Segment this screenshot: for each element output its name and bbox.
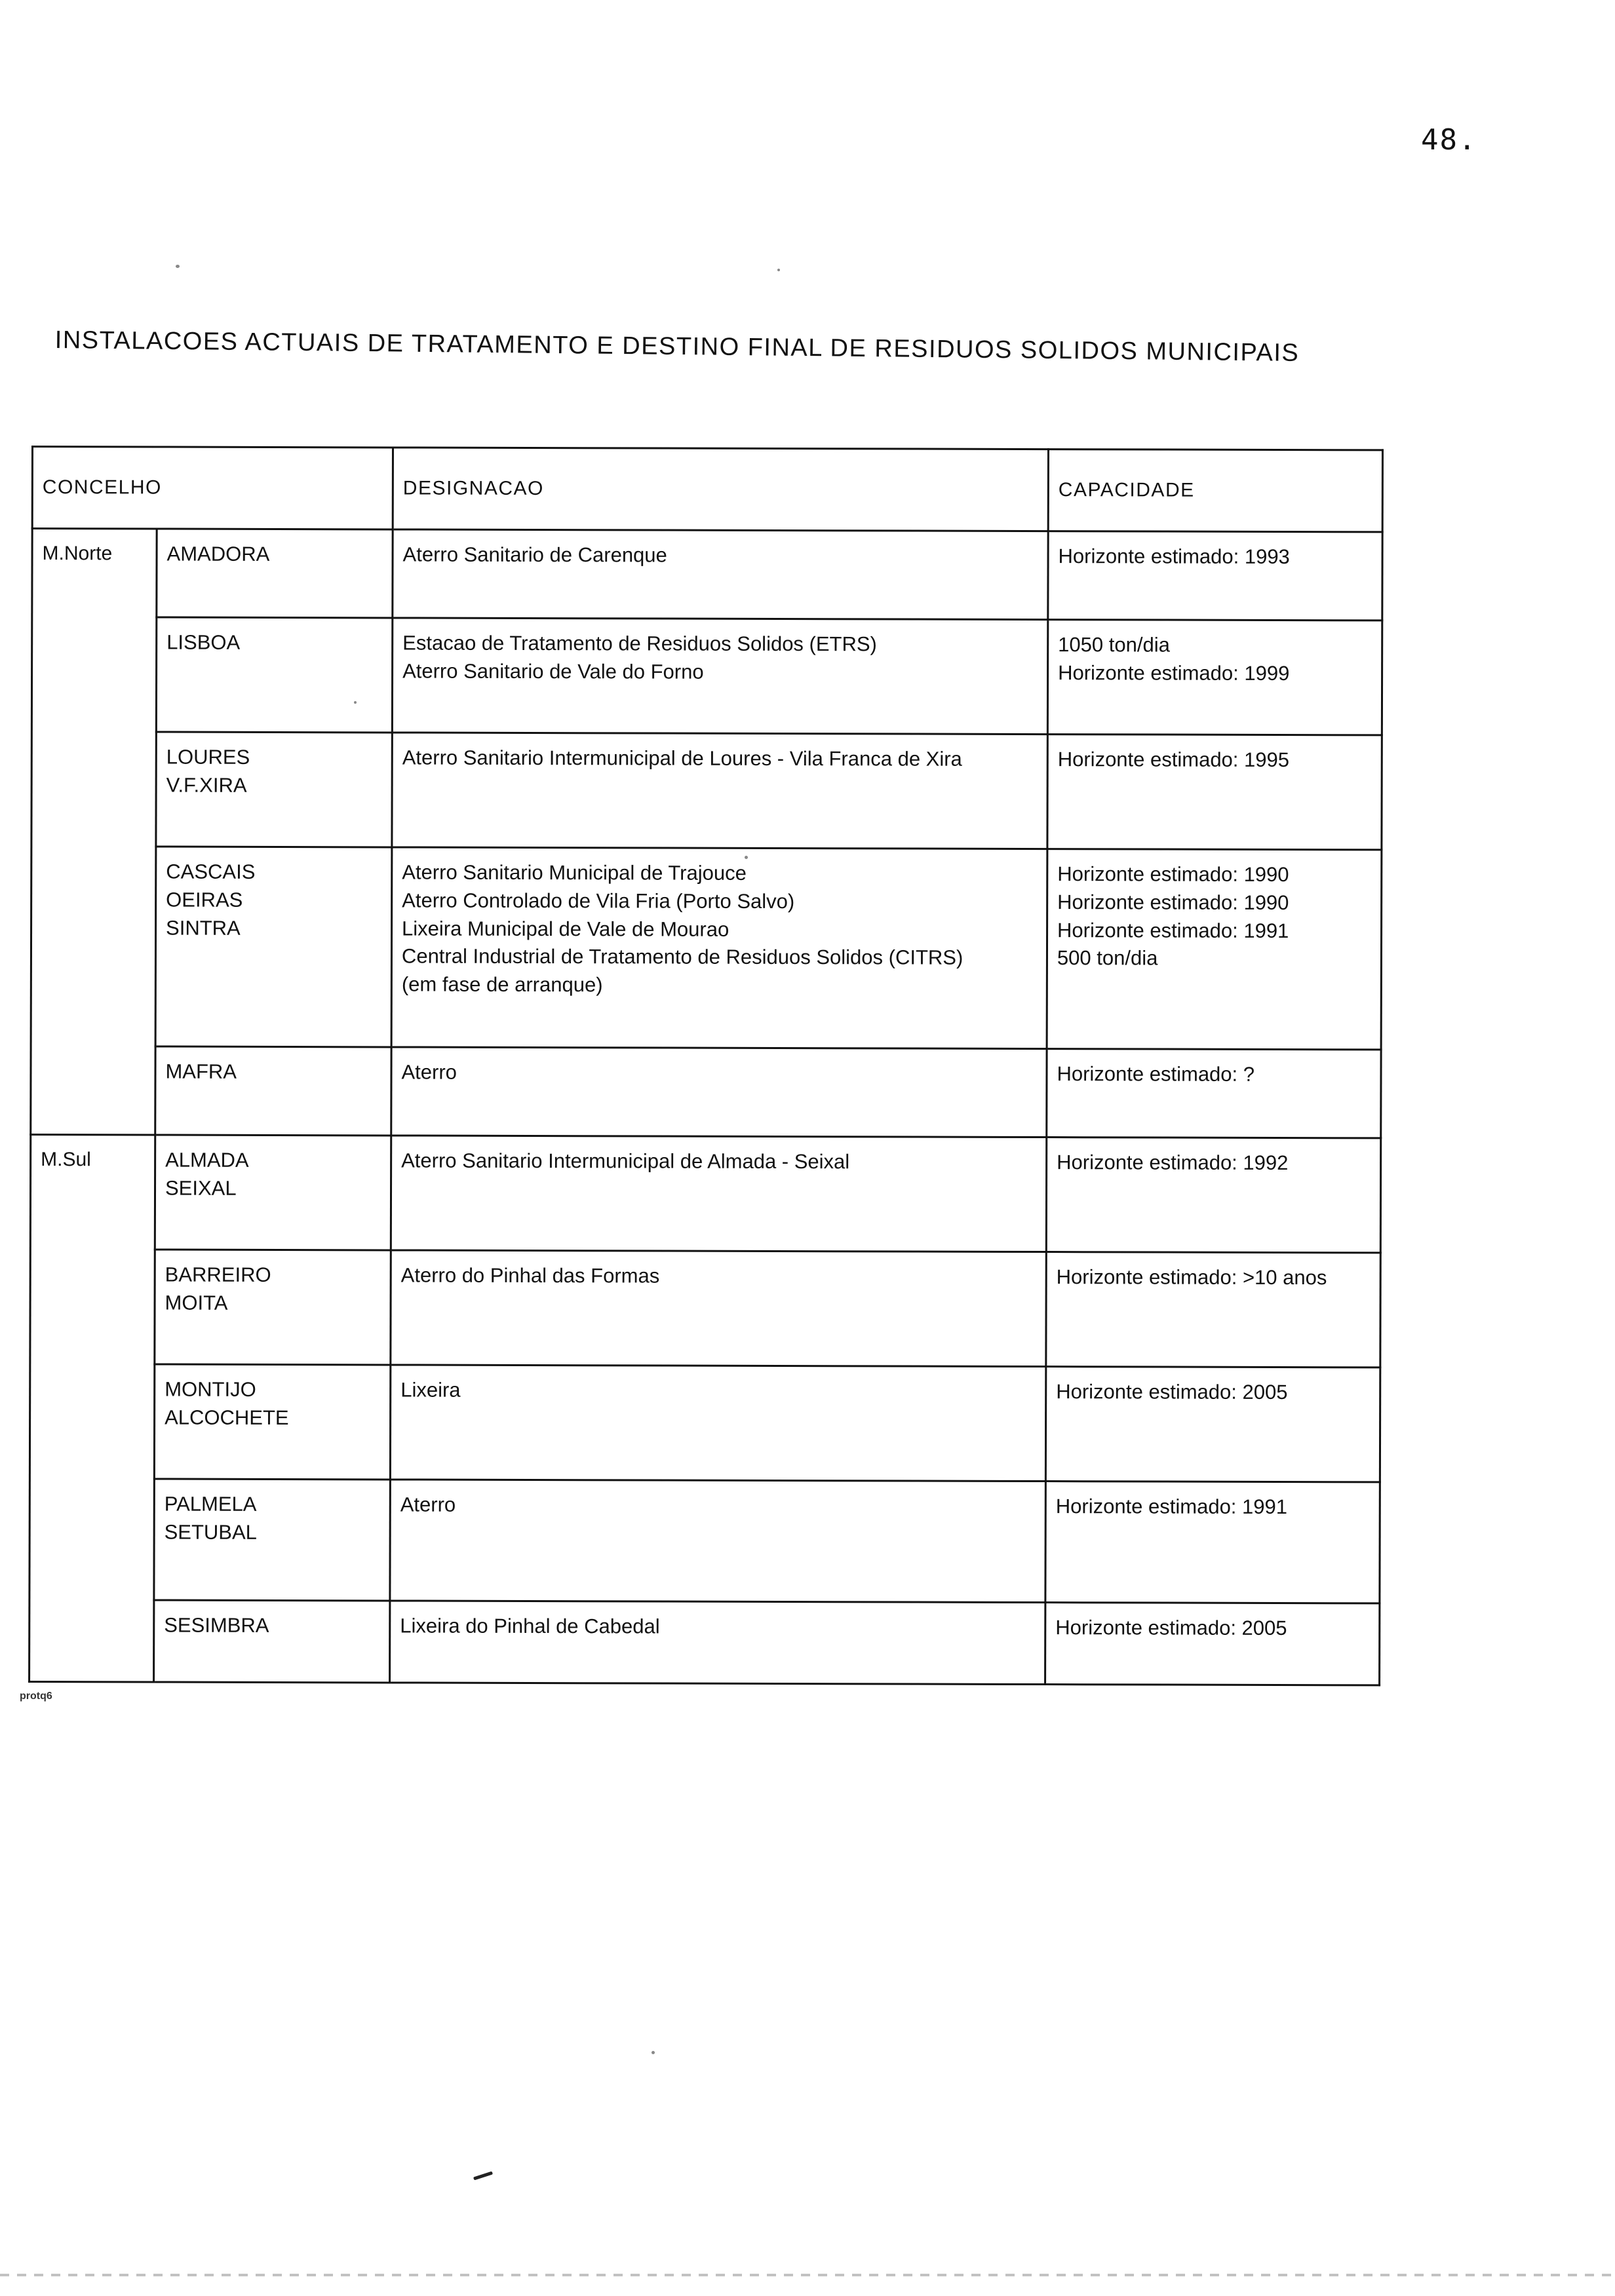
capacidade-line: Horizonte estimado: 1995: [1057, 748, 1290, 772]
capacidade-line: Horizonte estimado: 1999: [1058, 660, 1290, 685]
concelho-cell: [155, 1135, 391, 1250]
designacao-cell: [390, 1480, 1045, 1603]
designacao-cell: [391, 1136, 1046, 1252]
designacao-line: Aterro Sanitario de Carenque: [402, 543, 667, 567]
concelho-name: V.F.XIRA: [166, 773, 247, 797]
designacao-cell: [392, 733, 1047, 849]
region-label-sul: M.Sul: [29, 1135, 155, 1682]
facilities-table: [28, 446, 1384, 1686]
concelho-name: ALMADA: [165, 1148, 249, 1172]
capacidade-line: Horizonte estimado: 2005: [1056, 1380, 1288, 1404]
capacidade-cell: [1047, 620, 1382, 735]
capacidade-line: Horizonte estimado: 1993: [1058, 545, 1290, 569]
scan-edge-artifact: [0, 2274, 1615, 2276]
concelho-name: SINTRA: [166, 916, 241, 940]
concelho-cell: [156, 617, 392, 733]
scan-speck: [652, 2051, 655, 2054]
table-row: [32, 529, 1382, 621]
header-capacidade: CAPACIDADE: [1048, 450, 1382, 532]
capacidade-line: 500 ton/dia: [1057, 946, 1158, 970]
designacao-line: Aterro Sanitario Municipal de Trajouce: [402, 860, 747, 885]
concelho-name: MONTIJO: [165, 1377, 256, 1401]
designacao-line: Aterro: [401, 1060, 457, 1084]
concelho-name: LOURES: [166, 745, 250, 769]
page-number: 48.: [1421, 123, 1477, 157]
footnote-code: protq6: [20, 1691, 52, 1702]
table-row: [31, 732, 1382, 850]
table-row: [30, 1135, 1380, 1253]
capacidade-cell: [1047, 849, 1382, 1050]
facilities-table-wrapper: [28, 446, 1382, 1686]
header-designacao: DESIGNACAO: [393, 448, 1048, 531]
scan-speck: [354, 701, 357, 704]
region-label-norte: M.Norte: [31, 529, 157, 1135]
table-row: [29, 1599, 1380, 1685]
scan-speck: [745, 856, 748, 859]
designacao-line: Aterro Sanitario de Vale do Forno: [402, 659, 704, 683]
designacao-line: Aterro do Pinhal das Formas: [400, 1263, 660, 1288]
concelho-name: BARREIRO: [165, 1263, 271, 1286]
scan-speck: [176, 265, 180, 268]
capacidade-line: Horizonte estimado: 1992: [1057, 1151, 1289, 1175]
designacao-line: Aterro Sanitario Intermunicipal de Almada - Seixal: [401, 1149, 850, 1174]
capacidade-line: Horizonte estimado: 1991: [1055, 1495, 1288, 1519]
designacao-line: Central Industrial de Tratamento de Residuos Solidos (CITRS): [401, 944, 963, 970]
designacao-line: Lixeira Municipal de Vale de Mourao: [402, 917, 730, 941]
concelho-cell: [156, 732, 392, 847]
concelho-name: AMADORA: [166, 542, 270, 565]
scan-speck: [777, 269, 780, 271]
table-row: [29, 1478, 1380, 1603]
designacao-line: Lixeira: [400, 1378, 461, 1402]
capacidade-line: Horizonte estimado: 2005: [1055, 1616, 1287, 1640]
scan-speck: [473, 2171, 493, 2180]
capacidade-cell: [1046, 1138, 1380, 1253]
table-row: [31, 617, 1382, 735]
document-title: INSTALACOES ACTUAIS DE TRATAMENTO E DESTINO FINAL DE RESIDUOS SOLIDOS MUNICIPAIS: [54, 326, 1300, 367]
capacidade-cell: [1045, 1367, 1380, 1482]
designacao-cell: [390, 1601, 1045, 1685]
designacao-cell: [390, 1365, 1045, 1482]
designacao-cell: [392, 618, 1047, 735]
capacidade-line: Horizonte estimado: ?: [1057, 1062, 1255, 1086]
designacao-line: Lixeira do Pinhal de Cabedal: [400, 1614, 660, 1638]
concelho-cell: [154, 1600, 390, 1683]
concelho-cell: [155, 1046, 391, 1136]
designacao-cell: [391, 1047, 1047, 1138]
concelho-name: CASCAIS: [166, 860, 256, 883]
designacao-line: Aterro: [400, 1493, 456, 1516]
concelho-cell: [157, 529, 393, 618]
header-concelho: CONCELHO: [32, 447, 393, 529]
capacidade-cell: [1046, 1252, 1380, 1368]
capacidade-line: 1050 ton/dia: [1058, 633, 1170, 657]
table-row: [30, 1249, 1380, 1367]
designacao-line: (em fase de arranque): [401, 972, 603, 997]
concelho-name: MAFRA: [165, 1060, 237, 1083]
table-row: [31, 1046, 1381, 1138]
concelho-name: ALCOCHETE: [165, 1406, 289, 1429]
concelho-cell: [154, 1479, 390, 1601]
concelho-name: SEIXAL: [165, 1176, 237, 1200]
capacidade-cell: [1045, 1482, 1380, 1603]
table-row: [31, 847, 1382, 1050]
designacao-cell: [391, 847, 1047, 1049]
capacidade-line: Horizonte estimado: >10 anos: [1056, 1265, 1327, 1290]
concelho-name: SESIMBRA: [164, 1613, 269, 1637]
designacao-cell: [393, 529, 1048, 620]
designacao-line: Aterro Sanitario Intermunicipal de Loures - Vila Franca de Xira: [402, 746, 962, 771]
concelho-cell: [155, 847, 392, 1047]
capacidade-cell: [1045, 1603, 1380, 1685]
capacidade-line: Horizonte estimado: 1991: [1057, 918, 1289, 942]
concelho-name: PALMELA: [164, 1492, 257, 1516]
concelho-name: LISBOA: [166, 630, 241, 654]
concelho-name: OEIRAS: [166, 888, 243, 911]
concelho-cell: [154, 1364, 390, 1480]
capacidade-line: Horizonte estimado: 1990: [1057, 862, 1289, 887]
designacao-line: Aterro Controlado de Vila Fria (Porto Salvo): [402, 889, 795, 913]
designacao-cell: [391, 1250, 1046, 1367]
concelho-name: SETUBAL: [164, 1520, 257, 1544]
designacao-line: Estacao de Tratamento de Residuos Solidos (ETRS): [402, 631, 877, 656]
capacidade-line: Horizonte estimado: 1990: [1057, 890, 1289, 914]
capacidade-cell: [1047, 1049, 1381, 1138]
capacidade-cell: [1048, 531, 1382, 621]
concelho-name: MOITA: [165, 1291, 228, 1314]
table-row: [29, 1364, 1380, 1482]
capacidade-cell: [1047, 735, 1382, 850]
concelho-cell: [155, 1250, 391, 1365]
table-header-row: [32, 447, 1382, 532]
